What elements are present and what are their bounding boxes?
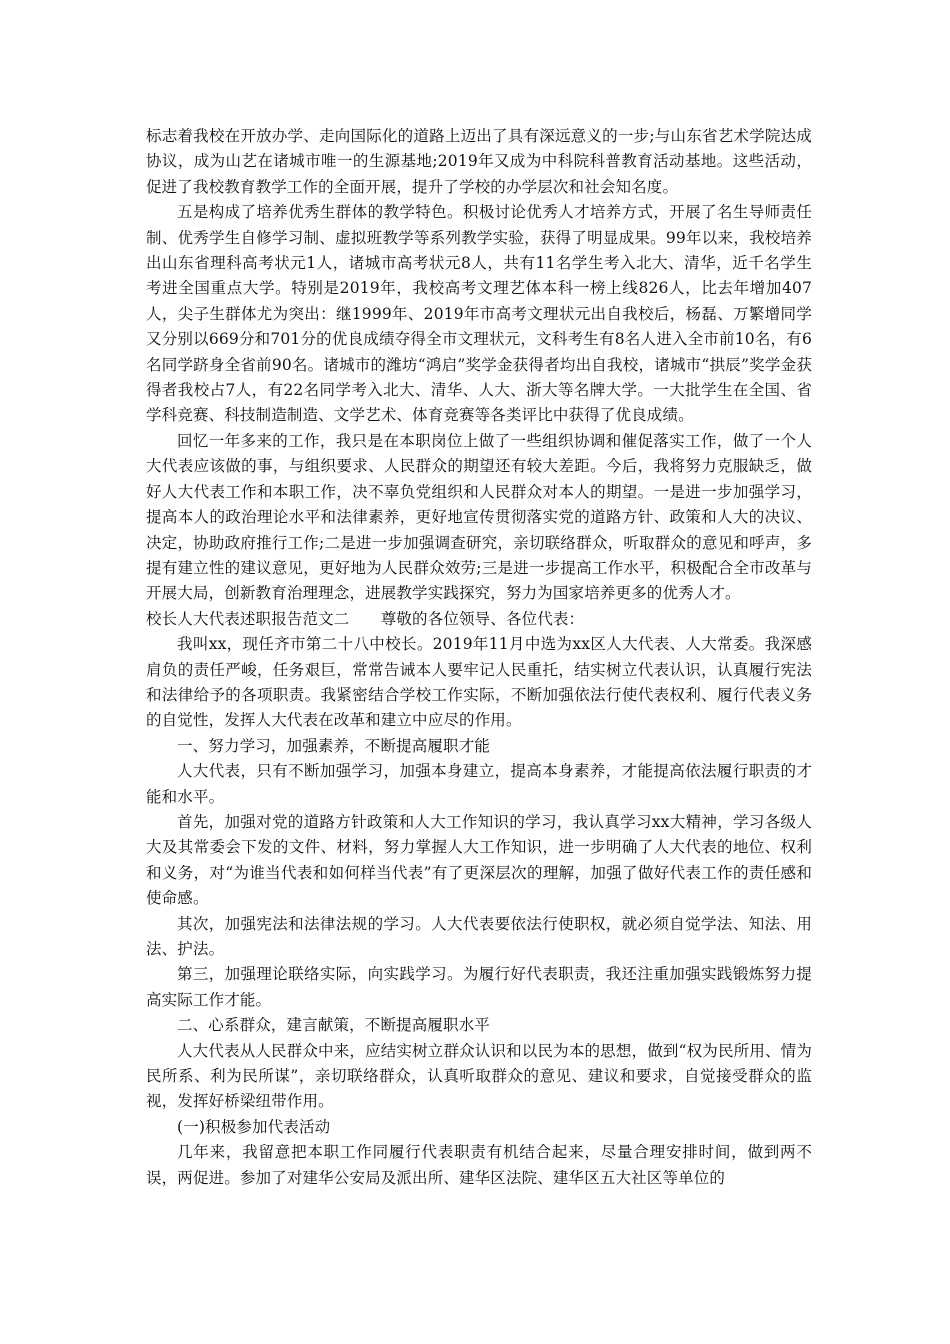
- paragraph: 五是构成了培养优秀生群体的教学特色。积极讨论优秀人才培养方式，开展了名生导师责任制、优秀学生自修学习制、虚拟班教学等系列教学实验，获得了明显成果。99年以来，我校培养出山东省理科高考状元1人，诸城市高考状元8人，共有11名学生考入北大、清华，近千名学生考进全国重点大学。特别是2019年，我校高考文理艺体本科一榜上线826人，比去年增加407人，尖子生群体尤为突出：继1999年、2019年市高考文理状元出自我校后，杨磊、万繁增同学又分别以669分和701分的优良成绩夺得全市文理状元，文科考生有8名人进入全市前10名，有6名同学跻身全省前90名。诸城市的潍坊“鸿启”奖学金获得者均出自我校，诸城市“拱辰”奖学金获得者我校占7人，有22名同学考入北大、清华、人大、浙大等名牌大学。一大批学生在全国、省学科竞赛、科技制造制造、文学艺术、体育竞赛等各类评比中获得了优良成绩。: [146, 203, 812, 425]
- paragraph: 人大代表，只有不断加强学习，加强本身建立，提高本身素养，才能提高依法履行职责的才能和水平。: [146, 762, 812, 806]
- section-title: 校长人大代表述职报告范文二 尊敬的各位领导、各位代表：: [146, 609, 585, 628]
- paragraph: 第三，加强理论联络实际，向实践学习。为履行好代表职责，我还注重加强实践锻炼努力提高实际工作才能。: [146, 965, 812, 1009]
- paragraph: 标志着我校在开放办学、走向国际化的道路上迈出了具有深远意义的一步;与山东省艺术学院达成协议，成为山艺在诸城市唯一的生源基地;2019年又成为中科院科普教育活动基地。这些活动，促进了我校教育教学工作的全面开展，提升了学校的办学层次和社会知名度。: [146, 127, 812, 196]
- paragraph: 回忆一年多来的工作，我只是在本职岗位上做了一些组织协调和催促落实工作，做了一个人大代表应该做的事，与组织要求、人民群众的期望还有较大差距。今后，我将努力克服缺乏，做好人大代表工作和本职工作，决不辜负党组织和人民群众对本人的期望。一是进一步加强学习，提高本人的政治理论水平和法律素养，更好地宣传贯彻落实党的道路方针、政策和人大的决议、决定，协助政府推行工作;二是进一步加强调查研究，亲切联络群众，听取群众的意见和呼声，多提有建立性的建议意见，更好地为人民群众效劳;三是进一步提高工作水平，积极配合全市改革与开展大局，创新教育治理理念，进展教学实践探究，努力为国家培养更多的优秀人才。: [146, 431, 812, 603]
- paragraph: 我叫xx，现任齐市第二十八中校长。2019年11月中选为xx区人大代表、人大常委。我深感肩负的责任严峻，任务艰巨，常常告诫本人要牢记人民重托，结实树立代表认识，认真履行宪法和法律给予的各项职责。我紧密结合学校工作实际，不断加强依法行使代表权利、履行代表义务的自觉性，发挥人大代表在改革和建立中应尽的作用。: [146, 635, 812, 730]
- paragraph: 几年来，我留意把本职工作同履行代表职责有机结合起来，尽量合理安排时间，做到两不误，两促进。参加了对建华公安局及派出所、建华区法院、建华区五大社区等单位的: [146, 1143, 812, 1187]
- section-heading: 一、努力学习，加强素养，不断提高履职才能: [177, 736, 491, 755]
- section-heading: 二、心系群众，建言献策，不断提高履职水平: [177, 1016, 491, 1035]
- paragraph: 其次，加强宪法和法律法规的学习。人大代表要依法行使职权，就必须自觉学法、知法、用法、护法。: [146, 914, 812, 958]
- paragraph: 首先，加强对党的道路方针政策和人大工作知识的学习，我认真学习xx大精神，学习各级人大及其常委会下发的文件、材料，努力掌握人大工作知识，进一步明确了人大代表的地位、权利和义务，对“为谁当代表和如何样当代表”有了更深层次的理解，加强了做好代表工作的责任感和使命感。: [146, 812, 812, 908]
- subsection-heading: (一)积极参加代表活动: [177, 1117, 331, 1136]
- document-body: [146, 124, 812, 1191]
- paragraph: 人大代表从人民群众中来，应结实树立群众认识和以民为本的思想，做到“权为民所用、情为民所系、利为民所谋”，亲切联络群众，认真听取群众的意见、建议和要求，自觉接受群众的监视，发挥好桥梁纽带作用。: [146, 1041, 812, 1111]
